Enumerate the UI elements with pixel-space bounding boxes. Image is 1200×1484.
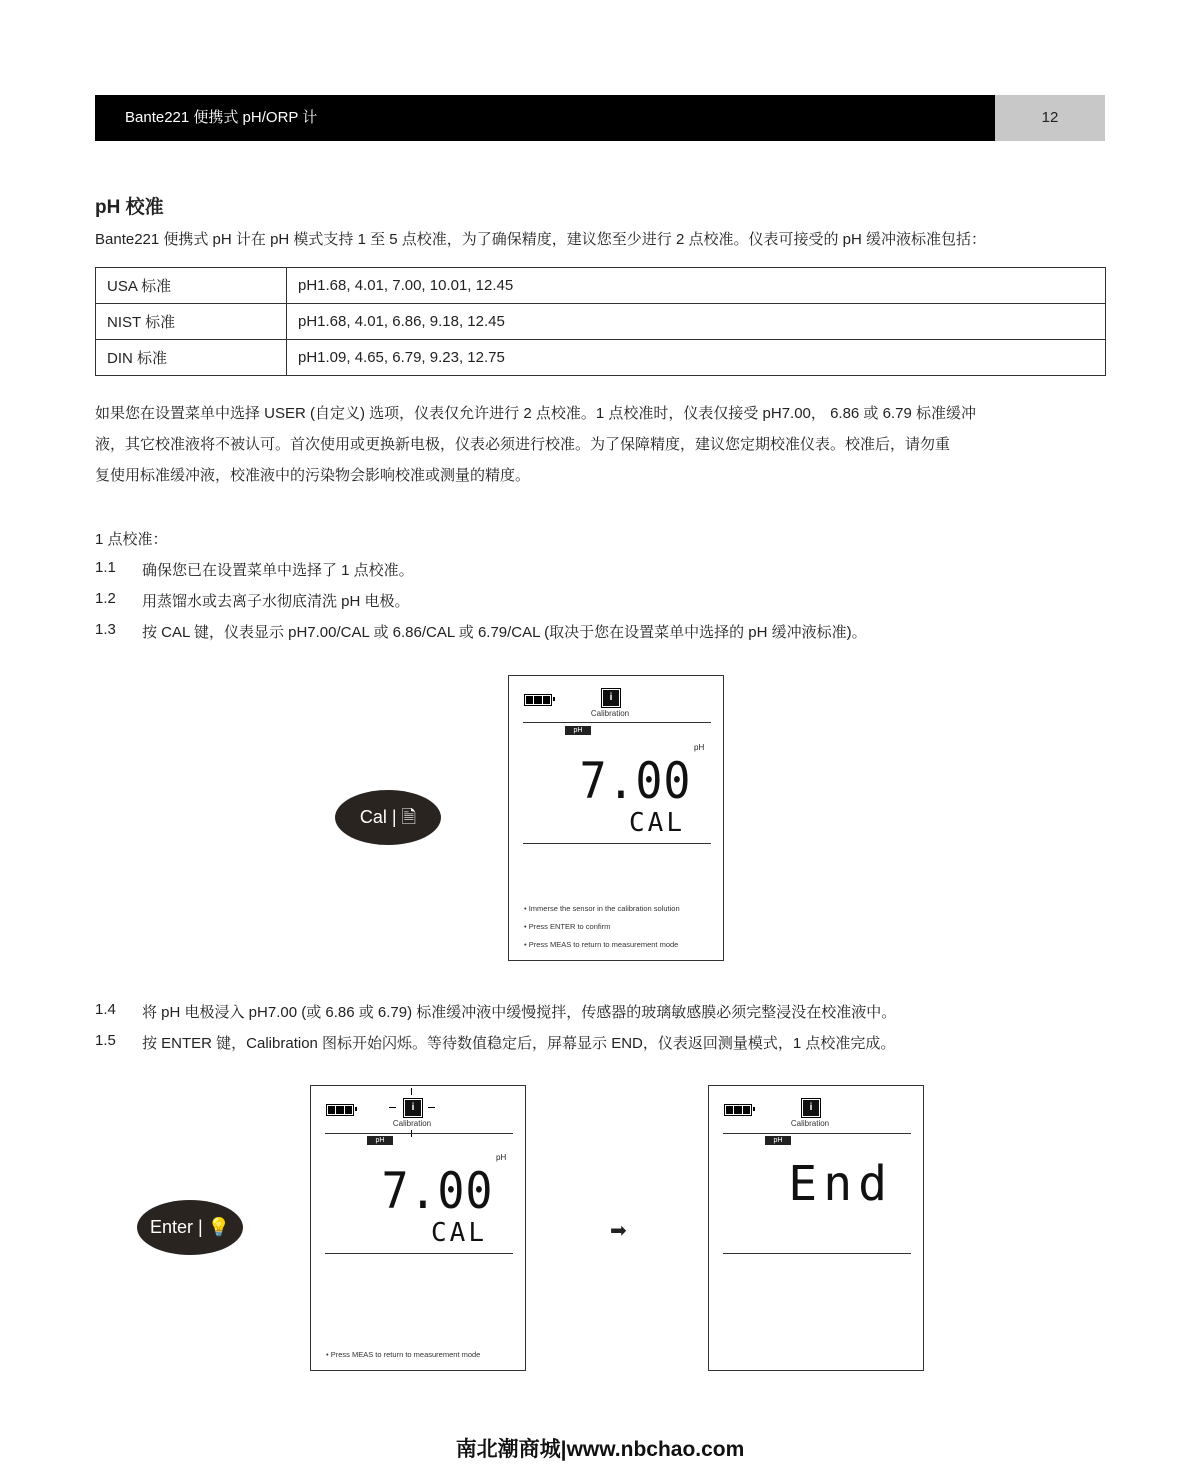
mode-badge: pH <box>565 726 591 735</box>
lcd-screen-end <box>708 1085 924 1371</box>
reading-value: 7.00 <box>381 1162 493 1220</box>
divider <box>325 1253 513 1254</box>
end-text: End <box>788 1156 893 1212</box>
battery-icon <box>724 1104 752 1116</box>
step-number: 1.3 <box>95 621 116 638</box>
cell: USA 标准 <box>96 268 287 304</box>
table-row <box>96 304 1106 340</box>
cell: NIST 标准 <box>96 304 287 340</box>
hint: • Press ENTER to confirm <box>524 922 611 931</box>
reading-value: 7.00 <box>579 752 691 810</box>
step-number: 1.5 <box>95 1032 116 1049</box>
section-title: pH 校准 <box>95 197 164 218</box>
footer-watermark: 南北潮商城|www.nbchao.com <box>455 1438 745 1461</box>
mode-badge: pH <box>765 1136 791 1145</box>
cell: pH1.68, 4.01, 7.00, 10.01, 12.45 <box>287 268 1106 304</box>
divider <box>523 843 711 844</box>
paragraph-line: 复使用标准缓冲液，校准液中的污染物会影响校准或测量的精度。 <box>95 467 531 484</box>
battery-icon <box>524 694 552 706</box>
page-number: 12 <box>995 95 1105 141</box>
unit-label: pH <box>694 743 705 752</box>
header-title: Bante221 便携式 pH/ORP 计 <box>95 95 995 141</box>
calibration-label: Calibration <box>590 709 630 718</box>
table-row <box>96 340 1106 376</box>
hint: • Immerse the sensor in the calibration solution <box>524 904 680 913</box>
step-number: 1.4 <box>95 1001 116 1018</box>
unit-label: pH <box>496 1153 507 1162</box>
step-number: 1.2 <box>95 590 116 607</box>
calibration-label: Calibration <box>392 1119 432 1128</box>
lcd-screen-cal <box>508 675 724 961</box>
cal-button-illustration: Cal | 🗎 <box>335 790 441 845</box>
hint: • Press MEAS to return to measurement mode <box>524 940 679 949</box>
subheading: 1 点校准： <box>95 531 168 548</box>
lcd-screen-calibrating <box>310 1085 526 1371</box>
step-text: 将 pH 电极浸入 pH7.00 (或 6.86 或 6.79) 标准缓冲液中缓慢搅拌，传感器的玻璃敏感膜必须完整浸没在校准液中。 <box>142 1004 897 1021</box>
flash-ray <box>428 1107 435 1108</box>
battery-icon <box>326 1104 354 1116</box>
table-row <box>96 268 1106 304</box>
mode-badge: pH <box>367 1136 393 1145</box>
step-text: 按 ENTER 键，Calibration 图标开始闪烁。等待数值稳定后，屏幕显示 END，仪表返回测量模式，1 点校准完成。 <box>142 1035 896 1052</box>
divider <box>723 1133 911 1134</box>
step-number: 1.1 <box>95 559 116 576</box>
calibration-icon-flashing: i <box>403 1098 423 1118</box>
divider <box>723 1253 911 1254</box>
flash-ray <box>411 1088 412 1095</box>
paragraph-line: 液，其它校准液将不被认可。首次使用或更换新电极，仪表必须进行校准。为了保障精度，建议您定期校准仪表。校准后，请勿重 <box>95 436 951 453</box>
cell: pH1.09, 4.65, 6.79, 9.23, 12.75 <box>287 340 1106 376</box>
cal-text: CAL <box>629 808 685 838</box>
divider <box>523 722 711 723</box>
cell: DIN 标准 <box>96 340 287 376</box>
paragraph-line: 如果您在设置菜单中选择 USER (自定义) 选项，仪表仅允许进行 2 点校准。1 点校准时，仪表仅接受 pH7.00， 6.86 或 6.79 标准缓冲 <box>95 405 976 422</box>
step-text: 用蒸馏水或去离子水彻底清洗 pH 电极。 <box>142 593 410 610</box>
calibration-icon: i <box>801 1098 821 1118</box>
intro-text: Bante221 便携式 pH 计在 pH 模式支持 1 至 5 点校准，为了确保精度，建议您至少进行 2 点校准。仪表可接受的 pH 缓冲液标准包括： <box>95 231 986 248</box>
step-text: 确保您已在设置菜单中选择了 1 点校准。 <box>142 562 414 579</box>
step-text: 按 CAL 键，仪表显示 pH7.00/CAL 或 6.86/CAL 或 6.79/CAL (取决于您在设置菜单中选择的 pH 缓冲液标准)。 <box>142 624 867 641</box>
buffer-standards-table <box>95 267 1106 376</box>
hint: • Press MEAS to return to measurement mode <box>326 1350 481 1359</box>
cal-text: CAL <box>431 1218 487 1248</box>
calibration-label: Calibration <box>790 1119 830 1128</box>
cell: pH1.68, 4.01, 6.86, 9.18, 12.45 <box>287 304 1106 340</box>
divider <box>325 1133 513 1134</box>
arrow-right-icon: ➡ <box>610 1220 627 1242</box>
flash-ray <box>389 1107 396 1108</box>
calibration-icon: i <box>601 688 621 708</box>
enter-button-illustration: Enter | 💡 <box>137 1200 243 1255</box>
